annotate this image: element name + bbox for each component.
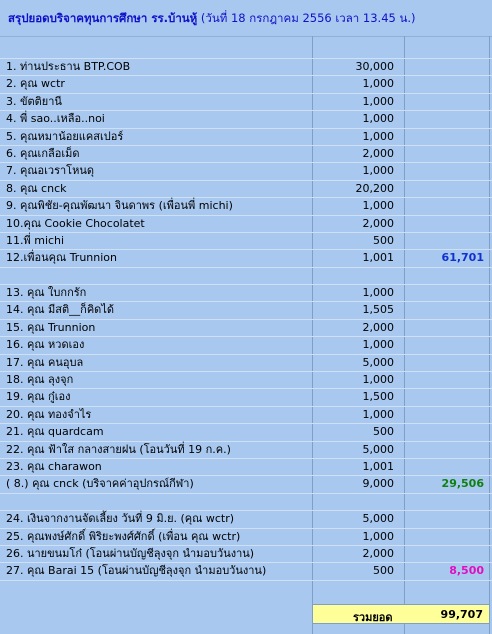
donor-name: 22. คุณ ฟ้าใส กลางสายฝน (โอนวันที่ 19 ก.ค.) <box>6 442 231 456</box>
table-row <box>0 249 492 266</box>
group-subtotal <box>412 389 484 405</box>
table-row <box>0 562 492 579</box>
donation-amount: 500 <box>373 425 394 439</box>
donation-amount: 1,000 <box>362 112 394 126</box>
donor-name: 25. คุณพงษ์ศักดิ์ พิริยะพงศ์ศักดิ์ (เพื่อน คุณ wctr) <box>6 529 241 543</box>
group-subtotal <box>412 285 484 301</box>
group-subtotal <box>412 320 484 336</box>
table-row <box>0 128 492 145</box>
donation-amount: 500 <box>373 564 394 578</box>
donor-name: 6. คุณเกลือเม็ด <box>6 146 80 160</box>
donor-name: 11.พี่ michi <box>6 233 65 247</box>
donor-name: 3. ขัตติยานี <box>6 94 62 108</box>
donor-name: 26. นายขนมโก๋ (โอนผ่านบัญชีลุงจุก นำมอบวันงาน) <box>6 546 255 560</box>
table-row <box>0 458 492 475</box>
donation-amount <box>304 494 394 510</box>
table-row <box>0 388 492 405</box>
group-subtotal <box>412 355 484 371</box>
table-row <box>0 354 492 371</box>
donation-amount: 1,500 <box>362 390 394 404</box>
group-subtotal <box>412 407 484 423</box>
group-subtotal: 61,701 <box>441 251 484 265</box>
donation-amount: 1,000 <box>362 199 394 213</box>
donation-amount: 5,000 <box>362 512 394 526</box>
donation-amount: 30,000 <box>355 60 394 73</box>
group-subtotal <box>412 459 484 475</box>
title-date: (วันที่ 18 กรกฎาคม 2556 เวลา 13.45 น.) <box>200 11 416 25</box>
donor-name: 1. ท่านประธาน BTP.COB <box>6 60 131 73</box>
group-subtotal <box>412 94 484 110</box>
donation-amount: 1,000 <box>362 129 394 143</box>
donor-name: 5. คุณหมาน้อยแคสเปอร์ <box>6 129 124 143</box>
table-row <box>0 545 492 562</box>
donor-name: 13. คุณ ใบกกรัก <box>6 286 87 300</box>
donation-amount: 1,000 <box>362 77 394 91</box>
group-subtotal <box>412 76 484 92</box>
table-row <box>0 197 492 214</box>
donor-name: 19. คุณ กู๋เอง <box>6 390 71 404</box>
donor-name: 12.เพื่อนคุณ Trunnion <box>6 251 117 265</box>
donation-amount: 1,001 <box>362 251 394 265</box>
donation-table <box>0 58 492 597</box>
group-subtotal <box>412 59 484 75</box>
donation-amount: 20,200 <box>355 181 394 195</box>
group-subtotal <box>412 337 484 353</box>
sheet-title <box>8 10 416 28</box>
table-row <box>0 75 492 92</box>
table-row <box>0 162 492 179</box>
donation-amount: 1,001 <box>362 459 394 473</box>
donor-name: 23. คุณ charawon <box>6 459 102 473</box>
table-row <box>0 58 492 75</box>
table-row <box>0 580 492 597</box>
table-row <box>0 232 492 249</box>
donation-amount: 1,000 <box>362 338 394 352</box>
donor-name: 8. คุณ cnck <box>6 181 67 195</box>
table-row <box>0 110 492 127</box>
group-subtotal <box>412 129 484 145</box>
total-value: 99,707 <box>440 608 483 621</box>
donor-name: 10.คุณ Cookie Chocolatet <box>6 216 145 230</box>
donation-amount: 1,000 <box>362 529 394 543</box>
donor-name: 21. คุณ quardcam <box>6 425 104 439</box>
donor-name <box>6 581 306 597</box>
group-subtotal <box>412 146 484 162</box>
donor-name <box>6 494 306 510</box>
total-label: รวมยอด <box>353 611 393 624</box>
table-row <box>0 145 492 162</box>
table-row <box>0 284 492 301</box>
table-row <box>0 475 492 492</box>
table-row <box>0 180 492 197</box>
donation-amount: 2,000 <box>362 320 394 334</box>
donation-amount <box>304 581 394 597</box>
group-subtotal <box>412 546 484 562</box>
donation-amount: 500 <box>373 233 394 247</box>
donation-amount <box>304 268 394 284</box>
donation-amount: 2,000 <box>362 146 394 160</box>
table-row <box>0 493 492 510</box>
group-subtotal <box>412 494 484 510</box>
group-subtotal <box>412 181 484 197</box>
group-subtotal <box>412 442 484 458</box>
group-subtotal <box>412 163 484 179</box>
donor-name: ( 8.) คุณ cnck (บริจาคค่าอุปกรณ์กีฬา) <box>6 477 194 491</box>
group-subtotal <box>412 268 484 284</box>
donor-name <box>6 268 306 284</box>
donation-amount: 9,000 <box>362 477 394 491</box>
table-row <box>0 423 492 440</box>
donor-name: 2. คุณ wctr <box>6 77 65 91</box>
donation-amount: 5,000 <box>362 442 394 456</box>
table-row <box>0 93 492 110</box>
group-subtotal <box>412 581 484 597</box>
donation-amount: 1,505 <box>362 303 394 317</box>
donation-amount: 1,000 <box>362 286 394 300</box>
group-subtotal <box>412 198 484 214</box>
donation-amount: 2,000 <box>362 216 394 230</box>
table-row <box>0 371 492 388</box>
donor-name: 17. คุณ คนอุบล <box>6 355 84 369</box>
table-row <box>0 510 492 527</box>
donor-name: 7. คุณอเวราโหนดุ <box>6 164 95 178</box>
donor-name: 4. พี่ sao..เหลือ..noi <box>6 112 105 126</box>
table-row <box>0 301 492 318</box>
group-subtotal <box>412 529 484 545</box>
group-subtotal: 29,506 <box>441 477 484 491</box>
table-row <box>0 528 492 545</box>
group-subtotal <box>412 372 484 388</box>
donation-amount: 1,000 <box>362 373 394 387</box>
group-subtotal <box>412 111 484 127</box>
table-row <box>0 441 492 458</box>
donor-name: 18. คุณ ลุงจุก <box>6 373 74 387</box>
total-cell <box>312 604 490 624</box>
donation-amount: 2,000 <box>362 546 394 560</box>
donation-amount: 1,000 <box>362 164 394 178</box>
donor-name: 9. คุณพิชัย-คุณพัฒนา จินดาพร (เพื่อนพี่ michi) <box>6 199 233 213</box>
table-row <box>0 215 492 232</box>
donor-name: 15. คุณ Trunnion <box>6 320 96 334</box>
donor-name: 24. เงินจากงานจัดเลี้ยง วันที่ 9 มิ.ย. (คุณ wctr) <box>6 512 235 526</box>
donation-amount: 1,000 <box>362 94 394 108</box>
table-row <box>0 267 492 284</box>
donation-amount: 5,000 <box>362 355 394 369</box>
group-subtotal <box>412 511 484 527</box>
title-bar <box>0 0 492 37</box>
group-subtotal <box>412 216 484 232</box>
group-subtotal: 8,500 <box>449 564 484 578</box>
table-row <box>0 406 492 423</box>
donor-name: 20. คุณ ทองจำไร <box>6 407 92 421</box>
group-subtotal <box>412 233 484 249</box>
table-row <box>0 336 492 353</box>
donor-name: 27. คุณ Barai 15 (โอนผ่านบัญชีลุงจุก นำมอบวันงาน) <box>6 564 267 578</box>
table-row <box>0 319 492 336</box>
group-subtotal <box>412 424 484 440</box>
donor-name: 16. คุณ หวดเอง <box>6 338 85 352</box>
donor-name: 14. คุณ มีสติ__ก็คิดได้ <box>6 303 114 317</box>
group-subtotal <box>412 302 484 318</box>
title-text: สรุปยอดบริจาคทุนการศึกษา รร.บ้านหู้ <box>8 11 198 25</box>
donation-amount: 1,000 <box>362 407 394 421</box>
